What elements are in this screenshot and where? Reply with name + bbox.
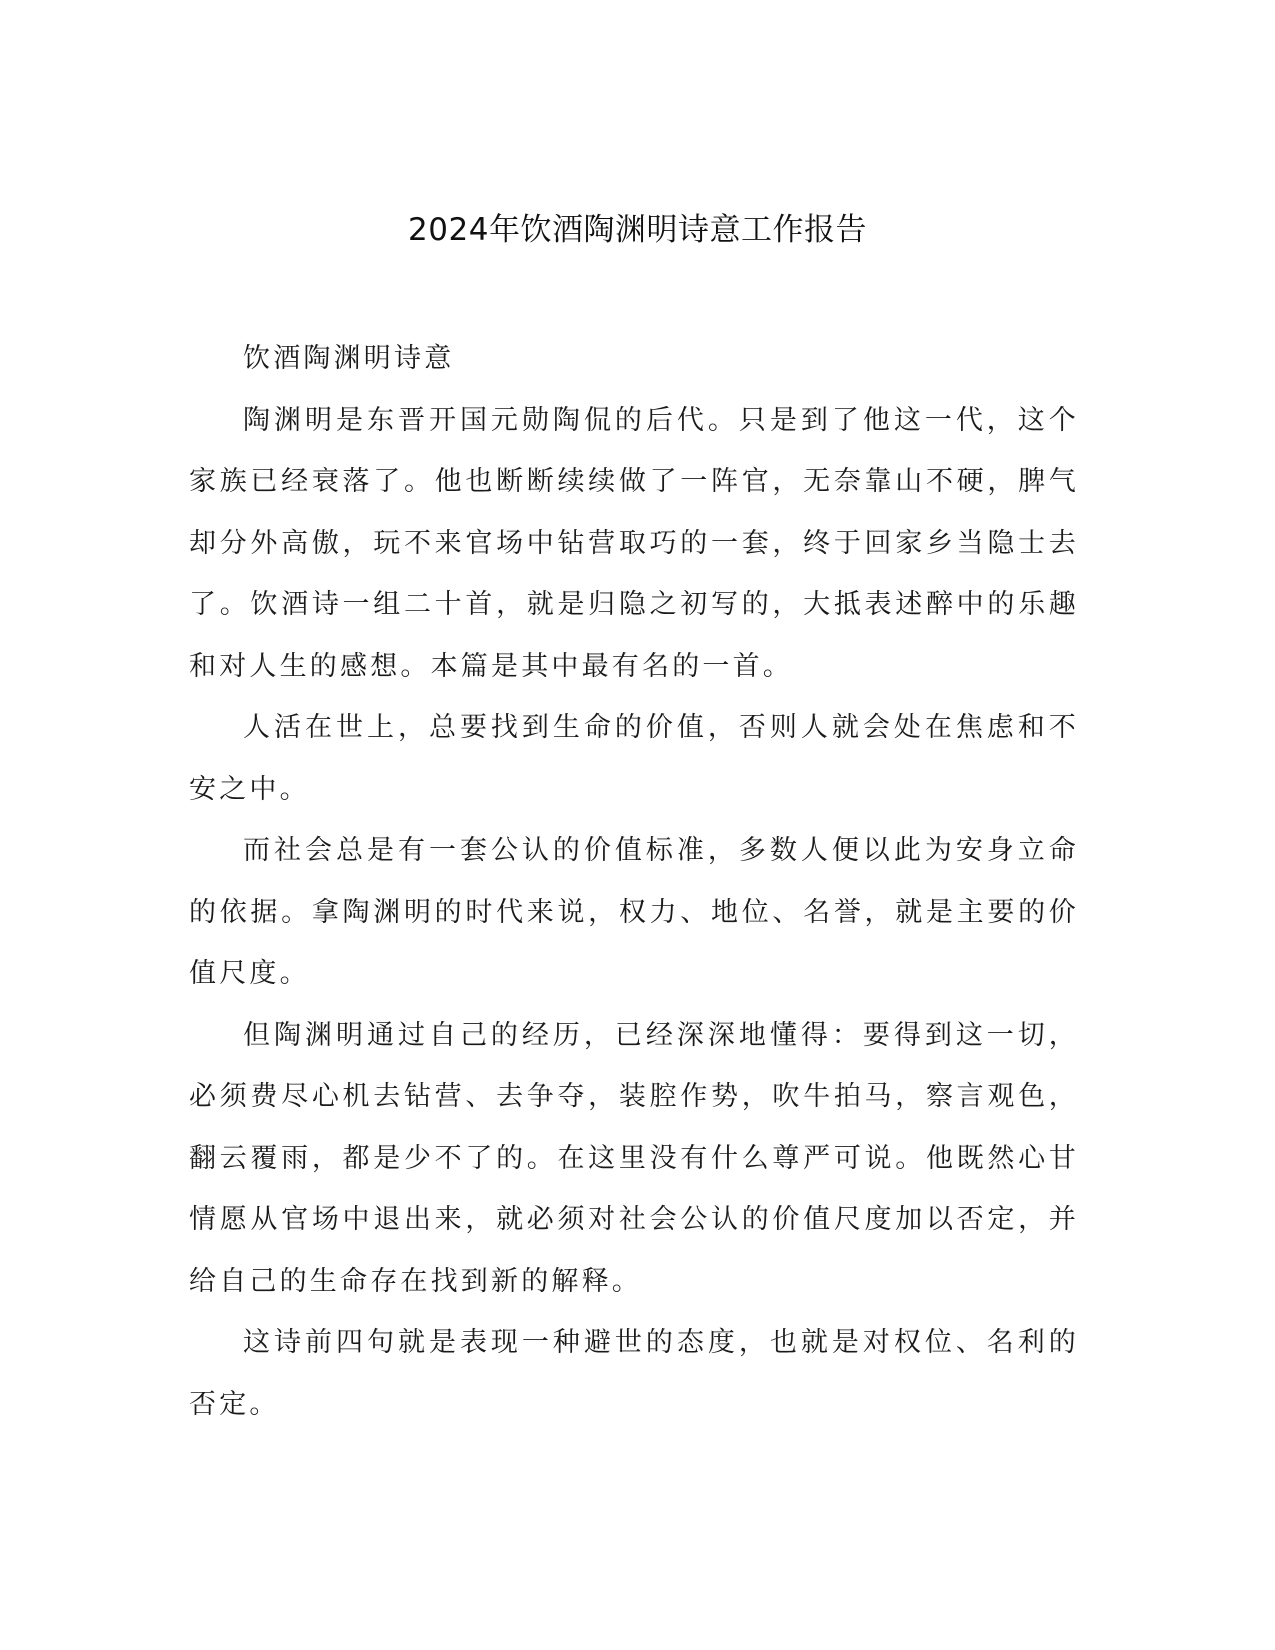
paragraph: 人活在世上，总要找到生命的价值，否则人就会处在焦虑和不安之中。 bbox=[189, 712, 1079, 805]
document-title: 2024年饮酒陶渊明诗意工作报告 bbox=[408, 212, 867, 248]
paragraph: 而社会总是有一套公认的价值标准，多数人便以此为安身立命的依据。拿陶渊明的时代来说，权力、地位、名誉，就是主要的价值尺度。 bbox=[189, 835, 1079, 989]
paragraph-subtitle: 饮酒陶渊明诗意 bbox=[243, 343, 455, 374]
paragraph: 这诗前四句就是表现一种避世的态度，也就是对权位、名利的否定。 bbox=[189, 1327, 1079, 1420]
paragraph: 陶渊明是东晋开国元勋陶侃的后代。只是到了他这一代，这个家族已经衰落了。他也断断续续做了一阵官，无奈靠山不硬，脾气却分外高傲，玩不来官场中钻营取巧的一套，终于回家乡当隐士去了。饮酒诗一组二十首，就是归隐之初写的，大抵表述醉中的乐趣和对人生的感想。本篇是其中最有名的一首。 bbox=[189, 404, 1079, 682]
document-body bbox=[189, 328, 1079, 1435]
paragraph: 但陶渊明通过自己的经历，已经深深地懂得：要得到这一切，必须费尽心机去钻营、去争夺，装腔作势，吹牛拍马，察言观色，翻云覆雨，都是少不了的。在这里没有什么尊严可说。他既然心甘情愿从官场中退出来，就必须对社会公认的价值尺度加以否定，并给自己的生命存在找到新的解释。 bbox=[189, 1019, 1079, 1297]
